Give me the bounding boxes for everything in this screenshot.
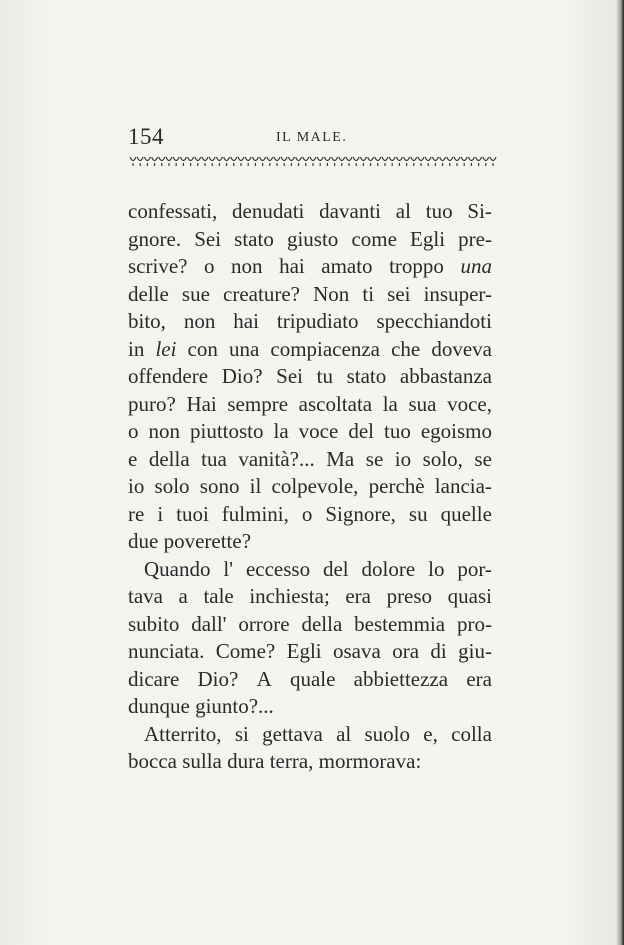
text-line: [128, 446, 492, 474]
text-line: [128, 391, 492, 419]
page-number: 154: [128, 124, 164, 149]
text-run: in lei con una compiacenza che doveva: [128, 336, 492, 364]
text-line: [128, 363, 492, 391]
text-line: [144, 556, 492, 584]
text-line: [128, 501, 492, 529]
text-run: puro? Hai sempre ascoltata la sua voce,: [128, 391, 492, 416]
text-run: offendere Dio? Sei tu stato abbastanza: [128, 364, 492, 388]
text-line: [128, 198, 492, 226]
page-header: [128, 124, 498, 154]
text-line: [128, 528, 492, 556]
text-run: e della tua vanità?... Ma se io solo, se: [128, 446, 492, 471]
text-line: [128, 666, 492, 694]
page-edge-shadow: [616, 0, 624, 945]
text-run: re i tuoi fulmini, o Signore, su quelle: [128, 501, 492, 526]
text-line: [128, 473, 492, 501]
text-run: Quando l' eccesso del dolore lo por-: [144, 556, 492, 581]
text-line: [128, 693, 492, 721]
italic-word: lei: [155, 336, 177, 361]
text-run: scrive? o non hai amato troppo una: [128, 253, 492, 281]
text-run: nunciata. Come? Egli osava ora di giu-: [128, 639, 492, 663]
text-run: Atterrito, si gettava al suolo e, colla: [144, 721, 492, 746]
text-line: [128, 748, 492, 776]
text-run: bito, non hai tripudiato specchiandoti: [128, 309, 492, 333]
text-line: [128, 308, 492, 336]
text-run: confessati, denudati davanti al tuo Si-: [128, 199, 492, 223]
text-run: gnore. Sei stato giusto come Egli pre-: [128, 226, 492, 251]
text-run: o non piuttosto la voce del tuo egoismo: [128, 419, 492, 443]
text-line: [128, 226, 492, 254]
text-run: dunque giunto?...: [128, 694, 274, 718]
text-line: [144, 721, 492, 749]
body-text: [120, 198, 492, 776]
decorative-rule: [128, 154, 498, 168]
text-run: tava a tale inchiesta; era preso quasi: [128, 584, 492, 608]
text-line: [128, 253, 492, 281]
text-line: [128, 638, 492, 666]
text-line: [128, 281, 492, 309]
text-run: due poverette?: [128, 529, 252, 553]
text-line: [128, 418, 492, 446]
text-run: io solo sono il colpevole, perchè lancia-: [128, 474, 492, 498]
running-head: IL MALE.: [276, 130, 348, 145]
text-run: bocca sulla dura terra, mormorava:: [128, 749, 422, 773]
text-run: subito dall' orrore della bestemmia pro-: [128, 611, 492, 636]
text-line: [128, 583, 492, 611]
text-run: dicare Dio? A quale abbiettezza era: [128, 666, 492, 691]
ornament-border-icon: [128, 154, 498, 168]
text-line: [128, 611, 492, 639]
italic-word: una: [460, 254, 492, 278]
text-line: [128, 336, 492, 364]
text-run: delle sue creature? Non ti sei insuper-: [128, 281, 492, 306]
